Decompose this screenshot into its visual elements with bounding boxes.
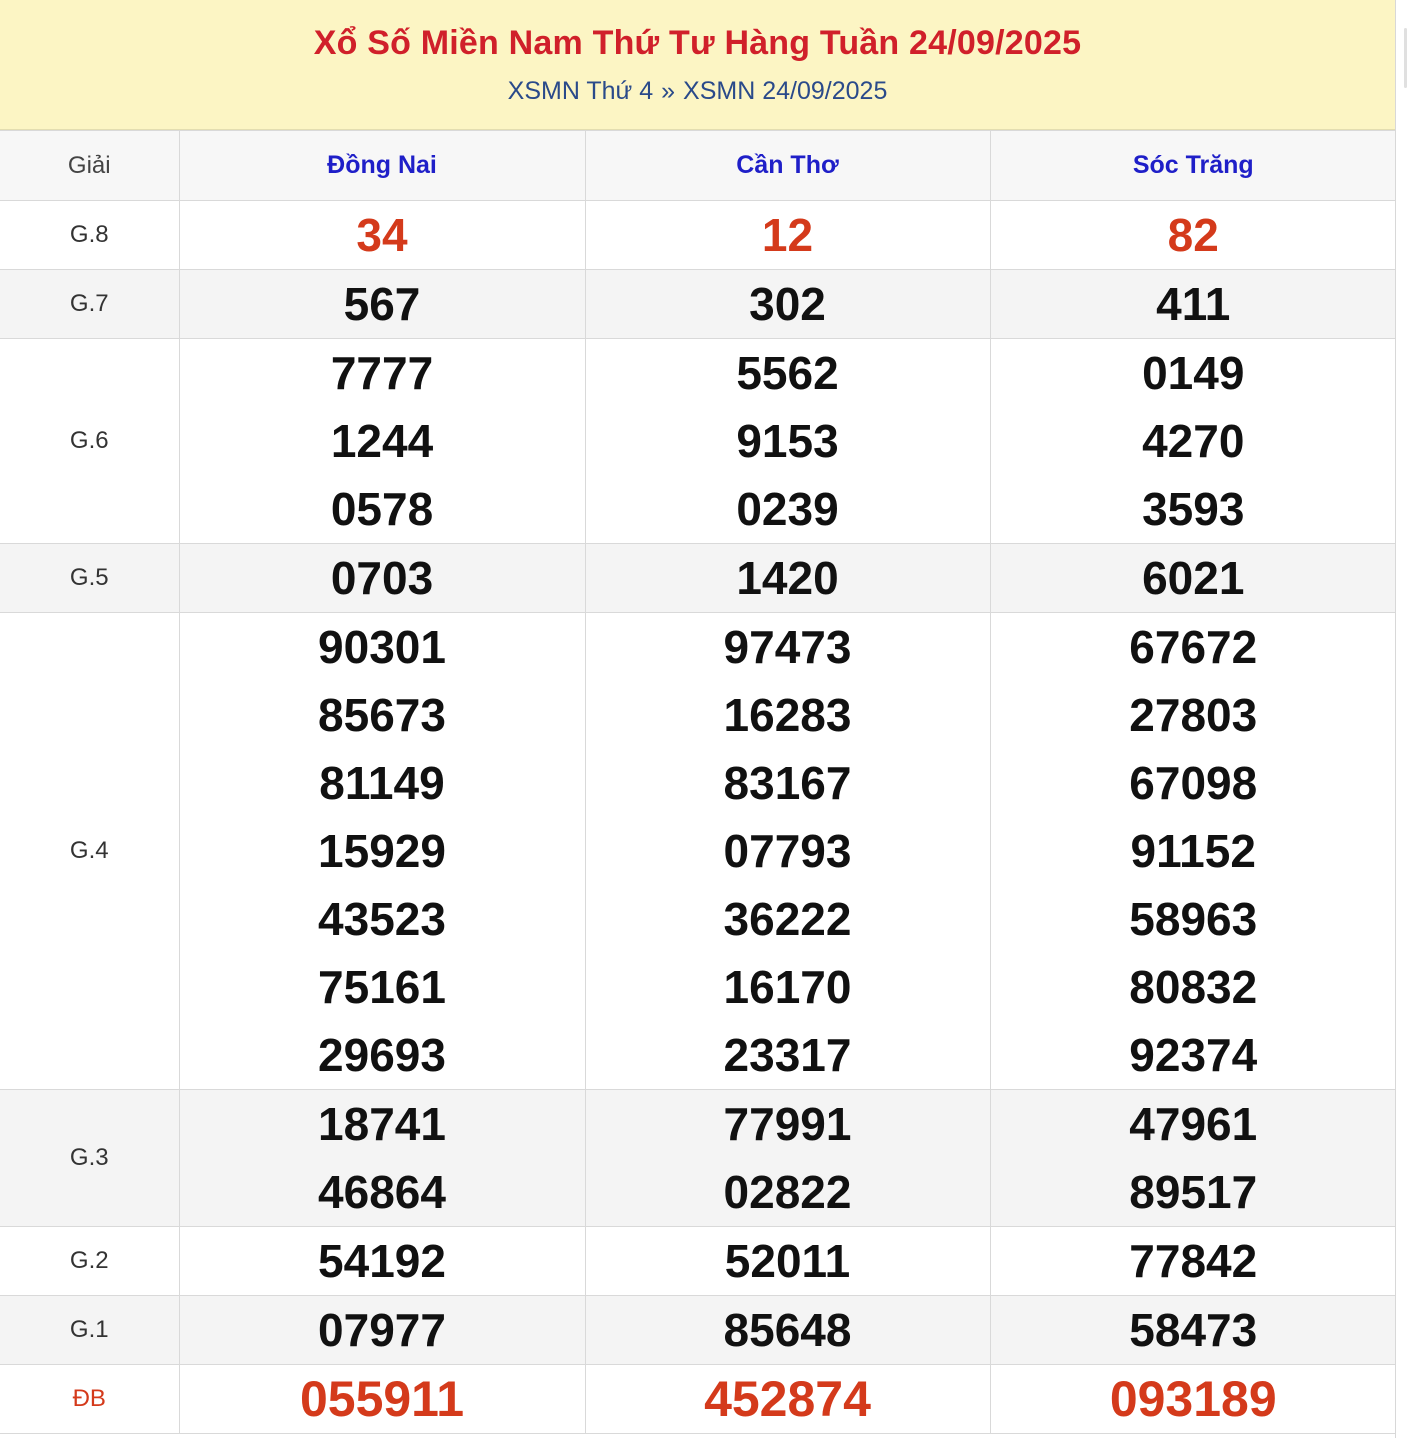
lottery-number: 85673: [318, 689, 446, 741]
lottery-number: 67672: [1129, 621, 1258, 673]
prize-cell: [990, 270, 1396, 339]
lottery-number: 90301: [318, 621, 446, 673]
lottery-number: 43523: [318, 893, 446, 945]
lottery-number: 567: [343, 278, 421, 330]
prize-row-g8: [0, 201, 1396, 270]
lottery-number: 0149: [1142, 347, 1245, 399]
lottery-number: 12: [761, 209, 814, 261]
prize-row-g5: [0, 544, 1396, 613]
lottery-number: 15929: [318, 825, 446, 877]
prize-cell: [585, 544, 990, 613]
page-title: Xổ Số Miền Nam Thứ Tư Hàng Tuần 24/09/2025: [313, 24, 1082, 62]
prize-row-g6: [0, 339, 1396, 544]
lottery-number: 07793: [723, 825, 852, 877]
prize-label: G.4: [0, 613, 179, 1090]
prize-cell: [990, 1365, 1396, 1434]
lottery-number: 77842: [1129, 1235, 1258, 1287]
prize-cell: [585, 201, 990, 270]
lottery-number: 54192: [318, 1235, 446, 1287]
lottery-number: 58473: [1129, 1304, 1258, 1356]
lottery-number: 1420: [736, 552, 839, 604]
lottery-number: 89517: [1129, 1166, 1258, 1218]
prize-cell: [179, 339, 585, 544]
column-header-province[interactable]: Sóc Trăng: [990, 131, 1396, 201]
lottery-number: 302: [749, 278, 826, 330]
lottery-number: 82: [1167, 209, 1219, 261]
prize-label: ĐB: [0, 1365, 179, 1434]
lottery-number: 6021: [1142, 552, 1245, 604]
prize-cell: [585, 613, 990, 1090]
lottery-number: 36222: [723, 893, 852, 945]
prize-label: G.2: [0, 1227, 179, 1296]
lottery-number: 0703: [330, 552, 434, 604]
breadcrumb-link-date[interactable]: XSMN 24/09/2025: [683, 77, 888, 105]
lottery-number: 81149: [319, 757, 445, 809]
lottery-number: 055911: [299, 1371, 465, 1427]
breadcrumb-link-weekday[interactable]: XSMN Thứ 4: [507, 77, 654, 105]
lottery-number: 07977: [318, 1304, 446, 1356]
prize-row-g7: [0, 270, 1396, 339]
lottery-number: 83167: [723, 757, 852, 809]
prize-label: G.6: [0, 339, 179, 544]
prize-cell: [585, 1365, 990, 1434]
prize-cell: [179, 613, 585, 1090]
lottery-number: 92374: [1129, 1029, 1258, 1081]
prize-cell: [585, 1296, 990, 1365]
lottery-number: 411: [1156, 278, 1231, 330]
column-header-prize: Giải: [0, 131, 179, 201]
lottery-number: 7777: [330, 347, 434, 399]
lottery-number: 0239: [736, 483, 839, 535]
prize-row-g3: [0, 1090, 1396, 1227]
lottery-number: 58963: [1129, 893, 1258, 945]
prize-row-g2: [0, 1227, 1396, 1296]
lottery-number: 5562: [736, 347, 839, 399]
prize-row-g4: [0, 613, 1396, 1090]
lottery-number: 02822: [723, 1166, 852, 1218]
prize-cell: [179, 270, 585, 339]
prize-cell: [990, 1090, 1396, 1227]
lottery-number: 3593: [1142, 483, 1245, 535]
lottery-number: 1244: [330, 415, 434, 467]
prize-cell: [179, 1365, 585, 1434]
lottery-number: 75161: [318, 961, 446, 1013]
lottery-number: 91152: [1130, 825, 1256, 877]
prize-cell: [179, 1296, 585, 1365]
column-header-province[interactable]: Đồng Nai: [179, 131, 585, 201]
lottery-number: 27803: [1129, 689, 1258, 741]
lottery-number: 47961: [1129, 1098, 1258, 1150]
prize-cell: [179, 201, 585, 270]
lottery-number: 4270: [1142, 415, 1245, 467]
lottery-number: 16283: [723, 689, 852, 741]
breadcrumb: [0, 77, 1395, 106]
lottery-number: 452874: [704, 1371, 871, 1427]
prize-label: G.7: [0, 270, 179, 339]
prize-cell: [990, 1296, 1396, 1365]
lottery-number: 18741: [318, 1098, 446, 1150]
prize-label: G.8: [0, 201, 179, 270]
results-table: [0, 130, 1396, 1434]
lottery-number: 093189: [1109, 1371, 1277, 1427]
prize-label: G.1: [0, 1296, 179, 1365]
lottery-number: 52011: [724, 1235, 851, 1287]
prize-cell: [585, 1227, 990, 1296]
prize-row-db: [0, 1365, 1396, 1434]
prize-cell: [179, 1227, 585, 1296]
table-header-row: [0, 131, 1396, 201]
prize-label: G.5: [0, 544, 179, 613]
prize-cell: [990, 339, 1396, 544]
prize-cell: [585, 339, 990, 544]
lottery-number: 9153: [736, 415, 839, 467]
lottery-number: 16170: [723, 961, 852, 1013]
lottery-number: 67098: [1129, 757, 1258, 809]
lottery-number: 46864: [318, 1166, 446, 1218]
column-header-province[interactable]: Cần Thơ: [585, 131, 990, 201]
prize-cell: [990, 201, 1396, 270]
breadcrumb-separator: »: [661, 77, 676, 105]
prize-cell: [585, 270, 990, 339]
prize-cell: [990, 613, 1396, 1090]
lottery-number: 77991: [723, 1098, 852, 1150]
prize-label: G.3: [0, 1090, 179, 1227]
lottery-number: 29693: [318, 1029, 446, 1081]
lottery-number: 80832: [1129, 961, 1258, 1013]
lottery-number: 97473: [723, 621, 852, 673]
prize-cell: [179, 544, 585, 613]
lottery-number: 34: [356, 209, 408, 261]
lottery-number: 23317: [723, 1029, 852, 1081]
results-header: [0, 0, 1395, 130]
prize-cell: [990, 544, 1396, 613]
prize-cell: [585, 1090, 990, 1227]
prize-row-g1: [0, 1296, 1396, 1365]
prize-cell: [990, 1227, 1396, 1296]
lottery-number: 85648: [723, 1304, 852, 1356]
prize-cell: [179, 1090, 585, 1227]
lottery-number: 0578: [330, 483, 434, 535]
